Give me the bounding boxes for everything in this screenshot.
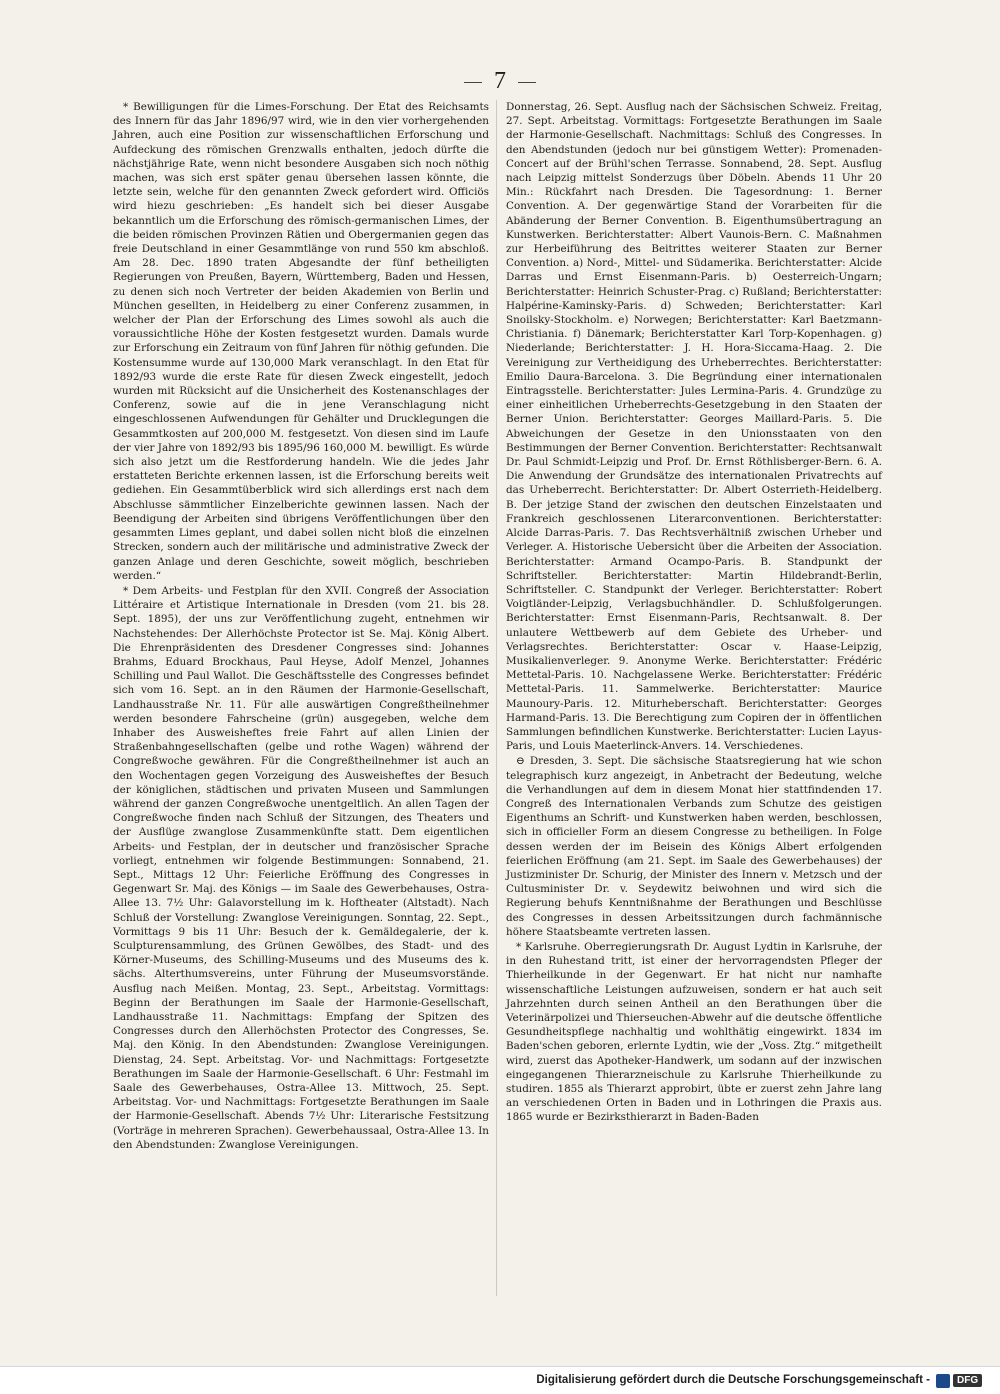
dfg-logo[interactable] [936, 1373, 992, 1388]
article-limes-forschung: * Bewilligungen für die Limes-Forschung. Der Etat des Reichsamts des Innern für das Jahr 1896/97 wird, wie in den vier vorhergehenden Jahren, auch eine Position zur wissenschaftlichen Erforschung und Aufdeckung des römischen Grenzwalls enthalten, jedoch dürfte die nächstjährige Rate, wenn nicht besondere Ausgaben sich noch nöthig machen, was sich erst später genau übersehen lassen könnte, die letzte sein, welche für den genannten Zweck gefordert wird. Officiös wird hiezu geschrieben: „Es handelt sich bei dieser Ausgabe bekanntlich um die Erforschung des römisch-germanischen Limes, der die beiden römischen Provinzen Rätien und Obergermanien gegen das freie Deutschland in einer Gesammtlänge von rund 550 km abschloß. Am 28. Dec. 1890 traten Abgesandte der fünf betheiligten Regierungen von Preußen, Bayern, Württemberg, Baden und Hessen, zu denen sich noch Vertreter der beiden Akademien von Berlin und München gesellten, in Heidelberg zu einer Conferenz zusammen, in welcher der Plan der Erforschung des Limes sowohl als auch die voraussichtliche Höhe der Kosten festgesetzt wurden. Damals wurde zur Erforschung ein Zeitraum von fünf Jahren für nöthig gefunden. Die Kostensumme wurde auf 130,000 Mark veranschlagt. In den Etat für 1892/93 wurde die erste Rate für diesen Zweck eingestellt, jedoch wurden mit Rücksicht auf die Unsicherheit des Kostenanschlages der Conferenz, sowie auf die in jene Veranschlagung nicht eingeschlossenen Aufwendungen für Gehälter und Drucklegungen die Gesammtkosten auf 200,000 M. festgesetzt. Von diesen sind im Laufe der vier Jahre von 1892/93 bis 1895/96 160,000 M. bewilligt. Es würde sich also jetzt um die Restforderung handeln. Wie die jedes Jahr erstatteten Berichte erkennen lassen, ist die Erforschung bereits weit gediehen. Ein Gesammtüberblick wird sich allerdings erst nach dem Abschlusse sämmtlicher Einzelberichte gewinnen lassen. Nach der Beendigung der Arbeiten sind übrigens Veröffentlichungen über den gesammten Limes geplant, und dabei sollen nicht bloß die einzelnen Strecken, sondern auch der militärische und administrative Zweck der ganzen Anlage und deren Geschichte, soweit möglich, beschrieben werden.“ [113, 101, 489, 582]
footer-credit-text: Digitalisierung gefördert durch die Deutsche Forschungsgemeinschaft - [536, 1374, 930, 1386]
right-column [506, 100, 882, 1125]
left-column [113, 100, 489, 1152]
article-congress-plan: * Dem Arbeits- und Festplan für den XVII. Congreß der Association Littéraire et Artistique Internationale in Dresden (vom 21. bis 28. Sept. 1895), der uns zur Veröffentlichung zugeht, entnehmen wir Nachstehendes: Der Allerhöchste Protector ist Se. Maj. König Albert. Die Ehrenpräsidenten des Dresdener Congresses sind: Johannes Brahms, Eduard Brockhaus, Paul Heyse, Adolf Menzel, Johannes Schilling und Paul Wallot. Die Geschäftsstelle des Congresses befindet sich vom 16. Sept. an in den Räumen der Harmonie-Gesellschaft, Landhausstraße Nr. 11. Für alle auswärtigen Congreßtheilnehmer werden besondere Fahrscheine (grün) ausgegeben, welche dem Inhaber des Ausweisheftes freie Fahrt auf allen Linien der Straßenbahngesellschaften (gelbe und rothe Wagen) während der Congreßwoche gewähren. Für die Congreßtheilnehmer ist auch an den Wochentagen gegen Vorzeigung des Ausweisheftes der Besuch der königlichen, städtischen und privaten Museen und Sammlungen während der ganzen Congreßwoche unentgeltlich. An allen Tagen der Congreßwoche finden nach Schluß der Sitzungen, des Theaters und der Ausflüge zwanglose Zusammenkünfte statt. Dem eigentlichen Arbeits- und Festplan, der in deutscher und französischer Sprache vorliegt, entnehmen wir folgende Bestimmungen: Sonnabend, 21. Sept., Mittags 12 Uhr: Feierliche Eröffnung des Congresses in Gegenwart Sr. Maj. des Königs — im Saale des Gewerbehauses, Ostra-Allee 13. 7½ Uhr: Galavorstellung im k. Hoftheater (Altstadt). Nach Schluß der Vorstellung: Zwanglose Vereinigungen. Sonntag, 22. Sept., Vormittags 9 bis 11 Uhr: Besuch der k. Gemäldegalerie, der k. Sculpturensammlung, des Grünen Gewölbes, des Stadt- und des Körner-Museums, des Schilling-Museums und des Museums des k. sächs. Alterthumsvereins, unter Führung der Museumsvorstände. Ausflug nach Meißen. Montag, 23. Sept., Arbeitstag. Vormittags: Beginn der Berathungen im Saale der Harmonie-Gesellschaft, Landhausstraße 11. Nachmittags: Empfang der Spitzen des Congresses durch den Allerhöchsten Protector des Congresses, Se. Maj. den König. In den Abendstunden: Zwanglose Vereinigungen. Dienstag, 24. Sept. Arbeitstag. Vor- und Nachmittags: Fortgesetzte Berathungen im Saale der Harmonie-Gesellschaft. 6 Uhr: Festmahl im Saale des Gewerbehauses, Ostra-Allee 13. Mittwoch, 25. Sept. Arbeitstag. Vor- und Nachmittags: Fortgesetzte Berathungen im Saale der Harmonie-Gesellschaft. Abends 7½ Uhr: Literarische Festsitzung (Vorträge in mehreren Sprachen). Gewerbehaussaal, Ostra-Allee 13. In den Abendstunden: Zwanglose Vereinigungen. [113, 584, 489, 1151]
dfg-logo-icon [936, 1374, 950, 1388]
page-number-value: 7 [494, 68, 506, 94]
article-congress-plan-continued: Donnerstag, 26. Sept. Ausflug nach der Sächsischen Schweiz. Freitag, 27. Sept. Arbeitstag. Vormittags: Fortgesetzte Berathungen im Saale der Harmonie-Gesellschaft. Nachmittags: Schluß des Congresses. In den Abendstunden (jedoch nur bei günstigem Wetter): Promenaden-Concert auf der Brühl'schen Terrasse. Sonnabend, 28. Sept. Ausflug nach Leipzig mittelst Sonderzugs über Döbeln. Abends 11 Uhr 20 Min.: Rückfahrt nach Dresden. Die Tagesordnung: 1. Berner Convention. A. Der gegenwärtige Stand der Vorarbeiten für die Abänderung der Berner Convention. B. Eigenthumsübertragung an Kunstwerken. Berichterstatter: Albert Vaunois-Bern. C. Maßnahmen zur Herbeiführung des Beitrittes weiterer Staaten zur Berner Convention. a) Nord-, Mittel- und Südamerika. Berichterstatter: Alcide Darras und Ernst Eisenmann-Paris. b) Oesterreich-Ungarn; Berichterstatter: Heinrich Schuster-Prag. c) Rußland; Berichterstatter: Halpérine-Kaminsky-Paris. d) Schweden; Berichterstatter: Karl Snoilsky-Stockholm. e) Norwegen; Berichterstatter: Karl Baetzmann-Christiania. f) Dänemark; Berichterstatter Karl Torp-Kopenhagen. g) Niederlande; Berichterstatter: J. H. Hora-Siccama-Haag. 2. Die Vereinigung zur Vertheidigung des Urheberrechtes. Berichterstatter: Emilio Daura-Barcelona. 3. Die Begründung einer internationalen Eintragsstelle. Berichterstatter: Jules Lermina-Paris. 4. Grundzüge zu einer einheitlichen Urheberrechts-Gesetzgebung in den Staaten der Berner Union. Berichterstatter: Georges Maillard-Paris. 5. Die Abweichungen der Gesetze in den Unionsstaaten von den Bestimmungen der Berner Convention. Berichterstatter: Rechtsanwalt Dr. Paul Schmidt-Leipzig und Prof. Dr. Ernst Röthlisberger-Bern. 6. A. Die Anwendung der Grundsätze des internationalen Privatrechts auf das Urheberrecht. Berichterstatter: Dr. Albert Osterrieth-Heidelberg. B. Der jetzige Stand der zwischen den deutschen Einzelstaaten und Frankreich geschlossenen Literarconventionen. Berichterstatter: Alcide Darras-Paris. 7. Das Rechtsverhältniß zwischen Urheber und Verleger. A. Historische Uebersicht über die Arbeiten der Association. Berichterstatter: Armand Ocampo-Paris. B. Standpunkt der Schriftsteller. Berichterstatter: Martin Hildebrandt-Berlin, Schriftsteller. C. Standpunkt der Verleger. Berichterstatter: Robert Voigtländer-Leipzig, Verlagsbuchhändler. D. Schlußfolgerungen. Berichterstatter: Ernst Eisenmann-Paris, Rechtsanwalt. 8. Der unlautere Wettbewerb auf dem Gebiete des Urheber- und Verlagsrechtes. Berichterstatter: Oscar v. Haase-Leipzig, Musikalienverleger. 9. Anonyme Werke. Berichterstatter: Frédéric Mettetal-Paris. 10. Nachgelassene Werke. Berichterstatter: Frédéric Mettetal-Paris. 11. Sammelwerke. Berichterstatter: Maurice Maunoury-Paris. 12. Miturheberschaft. Berichterstatter: Georges Harmand-Paris. 13. Die Berechtigung zum Copiren der in öffentlichen Sammlungen befindlichen Kunstwerke. Berichterstatter: Lucien Layus-Paris, und Louis Maeterlinck-Anvers. 14. Verschiedenes. [506, 101, 882, 753]
page-number-ornament-right [518, 82, 536, 83]
page-number-ornament-left [464, 82, 482, 83]
dfg-logo-text: DFG [953, 1374, 982, 1387]
article-karlsruhe: * Karlsruhe. Oberregierungsrath Dr. August Lydtin in Karlsruhe, der in den Ruhestand tritt, ist einer der hervorragendsten Pfleger der Thierheilkunde in der Gegenwart. Er hat nicht nur namhafte wissenschaftliche Leistungen aufzuweisen, sondern er hat auch seit Jahrzehnten durch seinen Antheil an den Berathungen über die Veterinärpolizei und Thierseuchen-Abwehr auf die deutsche öffentliche Gesundheitspflege nachhaltig und wohlthätig eingewirkt. 1834 im Baden'schen geboren, erlernte Lydtin, wie der „Voss. Ztg.“ mitgetheilt wird, zuerst das Apotheker-Handwerk, um sodann auf der inzwischen eingegangenen Thierarzneischule zu Karlsruhe Thierheilkunde zu studiren. 1855 als Thierarzt approbirt, übte er zuerst zehn Jahre lang an verschiedenen Orten in Baden und in Lothringen die Praxis aus. 1865 wurde er Bezirksthierarzt in Baden-Baden [506, 940, 882, 1124]
digitization-footer [0, 1366, 1000, 1394]
article-dresden: ⊖ Dresden, 3. Sept. Die sächsische Staatsregierung hat wie schon telegraphisch kurz angezeigt, in Anbetracht der Bedeutung, welche die Verhandlungen auf dem in diesem Monat hier stattfindenden 17. Congreß des Internationalen Verbands zum Schutze des geistigen Eigenthums an Schrift- und Kunstwerken haben werden, beschlossen, sich in officieller Form an diesem Congresse zu betheiligen. In Folge dessen werden der im Beisein des Königs Albert erfolgenden feierlichen Eröffnung (am 21. Sept. im Saale des Gewerbehauses) der Justizminister Dr. Schurig, der Minister des Innern v. Metzsch und der Cultusminister Dr. v. Seydewitz beiwohnen und wird sich die Regierung behufs Kenntnißnahme der Berathungen und Beschlüsse des Congresses in dessen Arbeitssitzungen durch fachmännische höhere Staatsbeamte vertreten lassen. [506, 755, 882, 938]
column-divider [496, 100, 497, 1296]
page-number [0, 68, 1000, 95]
